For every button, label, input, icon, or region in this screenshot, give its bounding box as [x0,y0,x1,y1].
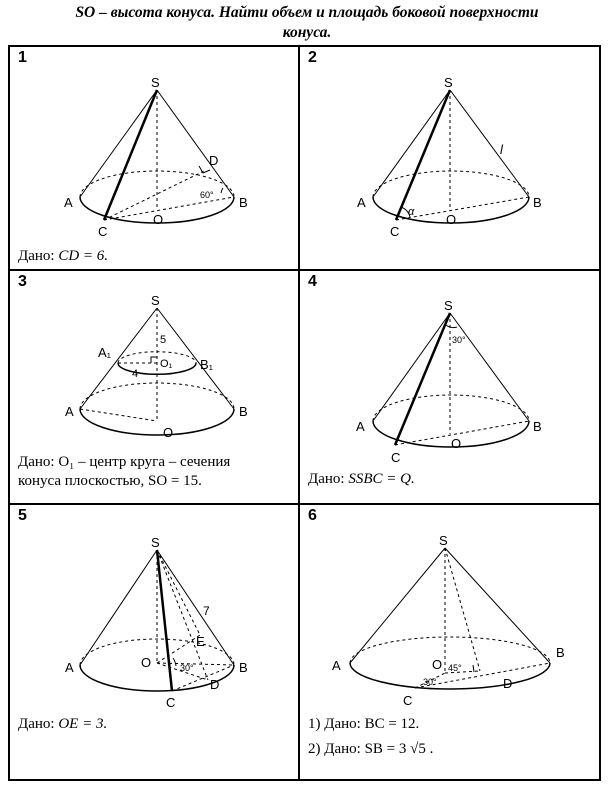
label-S: S [439,533,448,548]
label-C: C [166,695,176,710]
given-expression: CD = 6. [58,248,109,264]
label-angle: 60° [200,190,214,200]
cone-diagram-5 [10,505,298,779]
given-expression: OE = 3. [58,716,108,732]
label-B: B [239,660,248,675]
cone-diagram-2 [300,47,599,269]
label-four: 4 [132,368,139,380]
label-B: B [556,645,565,660]
label-angle30: 30° [423,677,437,687]
label-B: B [239,195,248,210]
label-angle: 30° [180,663,194,673]
label-B1: B₁ [200,357,214,372]
label-A: A [356,419,365,434]
problem-number: 1 [18,49,27,66]
label-S: S [151,535,160,550]
label-O: O [451,436,462,451]
label-angle: 30° [452,335,466,345]
label-A: A [64,195,73,210]
label-O1: O₁ [160,358,173,370]
problem-5-cell [10,505,298,779]
label-S: S [444,298,453,313]
problem-given [308,470,415,489]
label-S: S [151,293,160,308]
label-C: C [390,224,400,239]
label-O: O [153,212,164,227]
label-A: A [357,195,366,210]
label-C: C [403,693,413,708]
label-D: D [209,153,219,168]
problem-number: 6 [308,507,317,524]
given-line-1: 1) Дано: BC = 12. [308,716,420,732]
label-O: O [446,212,457,227]
problem-given [18,453,230,491]
label-O: O [141,655,152,670]
label-D: D [210,677,220,692]
given-prefix: Дано: [18,248,59,264]
cone-diagram-4 [300,271,599,503]
problem-given [18,715,107,734]
given-line-2: конуса плоскостью, SO = 15. [18,473,202,489]
cone-diagram-1 [10,47,298,269]
label-B: B [239,404,248,419]
label-five: 5 [160,334,167,346]
problem-6-cell [300,505,599,779]
problem-number: 4 [308,273,317,290]
problem-3-cell [10,271,298,503]
label-l: l [500,142,503,157]
problem-number: 5 [18,507,27,524]
label-S: S [444,75,453,90]
title-line-2: конуса. [282,24,332,41]
given-line-2: 2) Дано: SB = 3 √5 . [308,741,434,757]
given-prefix: Дано: [308,471,349,487]
problem-1-cell [10,47,298,269]
problem-4-cell [300,271,599,503]
label-seven: 7 [203,604,210,618]
problem-given [18,247,108,266]
label-O: O [432,657,443,672]
label-S: S [151,75,160,90]
given-line-1: Дано: O₁ – центр круга – сечения [18,454,231,470]
label-B: B [533,195,542,210]
label-A: A [65,404,74,419]
page-title [0,3,614,43]
label-C: C [98,224,108,239]
label-A1: A₁ [98,345,112,360]
label-E: E [196,634,205,649]
given-prefix: Дано: [18,716,59,732]
title-line-1: SO – высота конуса. Найти объем и площадь боковой поверхности [75,4,539,21]
label-A: A [332,658,341,673]
given-expression: SSBC = Q. [348,471,415,487]
problem-2-cell [300,47,599,269]
problem-number: 2 [308,49,317,66]
label-A: A [65,660,74,675]
problem-given [308,715,433,759]
label-C: C [391,450,401,465]
label-B: B [533,419,542,434]
problem-number: 3 [18,273,27,290]
label-angle45: 45° [448,663,462,673]
label-D: D [503,676,513,691]
label-alpha: α [408,206,415,218]
label-O: O [163,425,174,440]
